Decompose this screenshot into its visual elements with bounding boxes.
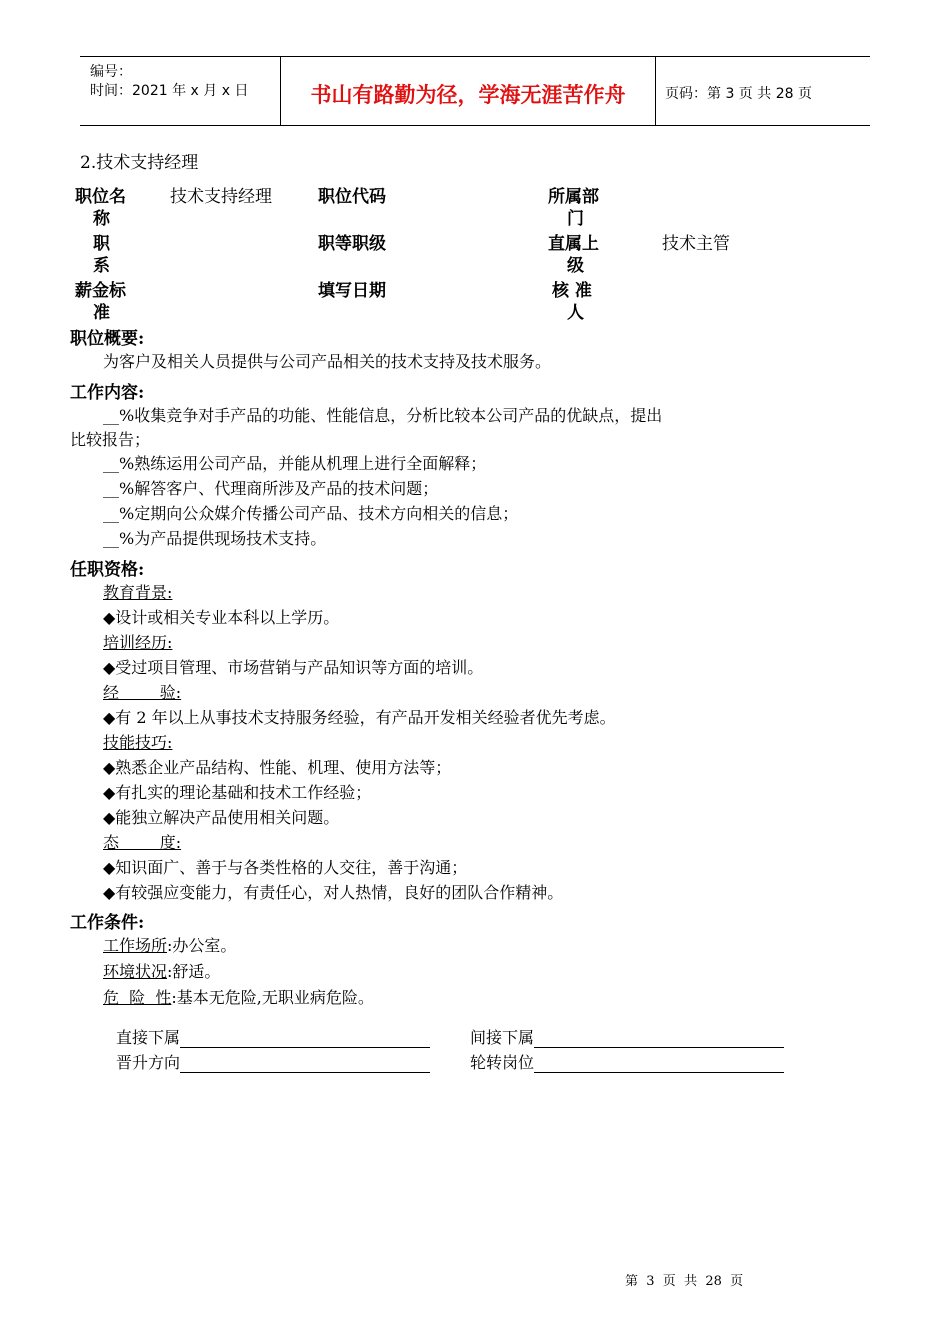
label-fill-date: 填写日期 bbox=[318, 281, 386, 301]
environment-label: 环境状况 bbox=[103, 962, 168, 981]
work-item-2: __%熟练运用公司产品，并能从机理上进行全面解释； bbox=[103, 454, 487, 473]
condition-risk bbox=[103, 985, 374, 1008]
label-supervisor-a: 直属上 bbox=[548, 234, 599, 254]
place-value: :办公室。 bbox=[167, 936, 237, 955]
work-item-3: __%解答客户、代理商所涉及产品的技术问题； bbox=[103, 479, 439, 498]
direct-subordinate-field bbox=[116, 1025, 430, 1048]
attitude-item-2: ◆有较强应变能力，有责任心，对人热情，良好的团队合作精神。 bbox=[103, 883, 564, 902]
work-item-1-cont: 比较报告； bbox=[70, 430, 151, 449]
work-item-4: __%定期向公众媒介传播公司产品、技术方向相关的信息； bbox=[103, 504, 519, 523]
section-title: 2.技术支持经理 bbox=[80, 153, 199, 173]
value-position-name: 技术支持经理 bbox=[170, 187, 272, 207]
header-left-cell bbox=[80, 57, 280, 125]
page-code: 页码：第 3 页 共 28 页 bbox=[665, 86, 812, 102]
attitude-label: 态 度: bbox=[103, 833, 182, 852]
label-supervisor-b: 级 bbox=[567, 256, 584, 276]
label-position-code: 职位代码 bbox=[318, 187, 386, 207]
label-approver-a: 核 准 bbox=[552, 281, 592, 301]
rotation-label: 轮转岗位 bbox=[470, 1053, 535, 1072]
skills-label: 技能技巧: bbox=[103, 733, 173, 752]
rotation-field bbox=[470, 1050, 784, 1073]
education-item: ◆设计或相关专业本科以上学历。 bbox=[103, 608, 340, 627]
direct-subordinate-line[interactable] bbox=[180, 1031, 430, 1048]
document-number-label: 编号： bbox=[90, 64, 132, 80]
label-approver-b: 人 bbox=[567, 303, 584, 323]
label-position-name-b: 称 bbox=[93, 209, 110, 229]
condition-place bbox=[103, 933, 236, 956]
work-content-heading: 工作内容: bbox=[70, 383, 145, 403]
conditions-heading: 工作条件: bbox=[70, 913, 145, 933]
label-job-family-b: 系 bbox=[93, 256, 110, 276]
risk-value: :基本无危险,无职业病危险。 bbox=[171, 988, 374, 1007]
header-right-cell bbox=[655, 57, 870, 125]
risk-label: 危 险 性 bbox=[103, 988, 172, 1007]
work-item-5: __%为产品提供现场技术支持。 bbox=[103, 529, 327, 548]
skills-item-2: ◆有扎实的理论基础和技术工作经验； bbox=[103, 783, 372, 802]
promotion-label: 晋升方向 bbox=[116, 1053, 181, 1072]
document-header bbox=[80, 56, 870, 126]
direct-subordinate-label: 直接下属 bbox=[116, 1028, 181, 1047]
experience-label: 经 验: bbox=[103, 683, 182, 702]
skills-item-3: ◆能独立解决产品使用相关问题。 bbox=[103, 808, 340, 827]
education-label: 教育背景: bbox=[103, 583, 173, 602]
condition-environment bbox=[103, 959, 220, 982]
summary-text: 为客户及相关人员提供与公司产品相关的技术支持及技术服务。 bbox=[103, 352, 552, 371]
summary-heading: 职位概要: bbox=[70, 329, 145, 349]
skills-item-1: ◆熟悉企业产品结构、性能、机理、使用方法等； bbox=[103, 758, 452, 777]
rotation-line[interactable] bbox=[534, 1056, 784, 1073]
label-department-b: 门 bbox=[567, 209, 584, 229]
indirect-subordinate-field bbox=[470, 1025, 784, 1048]
environment-value: :舒适。 bbox=[167, 962, 221, 981]
indirect-subordinate-line[interactable] bbox=[534, 1031, 784, 1048]
attitude-item-1: ◆知识面广、善于与各类性格的人交往，善于沟通； bbox=[103, 858, 468, 877]
promotion-field bbox=[116, 1050, 430, 1073]
indirect-subordinate-label: 间接下属 bbox=[470, 1028, 535, 1047]
label-salary-b: 准 bbox=[93, 303, 110, 323]
header-motto-cell bbox=[280, 57, 656, 125]
page-footer: 第 3 页 共 28 页 bbox=[625, 1274, 744, 1289]
qualifications-heading: 任职资格: bbox=[70, 560, 145, 580]
work-item-1: __%收集竞争对手产品的功能、性能信息，分析比较本公司产品的优缺点，提出 bbox=[103, 406, 663, 425]
label-department-a: 所属部 bbox=[548, 187, 599, 207]
value-supervisor: 技术主管 bbox=[662, 234, 730, 254]
training-label: 培训经历: bbox=[103, 633, 173, 652]
promotion-line[interactable] bbox=[180, 1056, 430, 1073]
place-label: 工作场所 bbox=[103, 936, 168, 955]
document-time-label: 时间：2021 年 x 月 x 日 bbox=[90, 83, 249, 99]
header-motto: 书山有路勤为径，学海无涯苦作舟 bbox=[310, 83, 626, 107]
label-position-name-a: 职位名 bbox=[75, 187, 126, 207]
experience-item: ◆有 2 年以上从事技术支持服务经验，有产品开发相关经验者优先考虑。 bbox=[103, 708, 616, 727]
label-salary-a: 薪金标 bbox=[75, 281, 126, 301]
label-grade-level: 职等职级 bbox=[318, 234, 386, 254]
training-item: ◆受过项目管理、市场营销与产品知识等方面的培训。 bbox=[103, 658, 484, 677]
label-job-family-a: 职 bbox=[93, 234, 110, 254]
